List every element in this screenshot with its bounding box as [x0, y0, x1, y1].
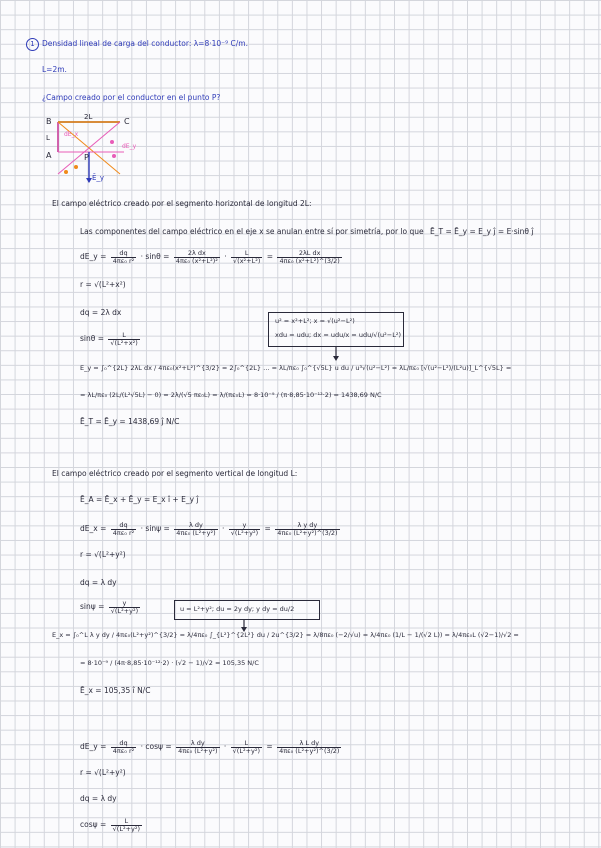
label-a: A — [46, 151, 52, 160]
charge-dot — [110, 140, 114, 144]
charge-dot — [74, 165, 78, 169]
dEx-equation: dE_x = $\frac{dq}{\text{4πε₀ r²}}$ · sinψ = $\frac{\text{λ dy}}{\text{4πε₀ (L²+y²)}}$ · $\frac{y}{\text{√(L²+y²)}}$ = $\frac{\text{λ y dy}}{\text{4πε₀ (L²+y²)\textasciicircum{}(3/2)}}$ — [80, 521, 338, 537]
label-2l: 2L — [84, 113, 93, 121]
dEy-equation: dE_y = $\frac{dq}{\text{4πε₀ r²}}$ · cosψ = $\frac{\text{λ dy}}{\text{4πε₀ (L²+y²)}}$ · $\frac{L}{\text{√(L²+y²)}}$ = $\frac{\text{λ L dy}}{\text{4πε₀ (L²+y²)\textasciicircum{}(3/2)}}$ — [80, 739, 340, 755]
denominator: √(L²+y²) — [110, 606, 139, 615]
fraction — [231, 250, 262, 264]
label-l: L — [46, 134, 50, 142]
numerator: L — [111, 818, 142, 826]
substitution-box — [268, 312, 404, 347]
dq-definition: dq = 2λ dx — [80, 308, 122, 317]
cos-definition — [80, 818, 144, 832]
denominator: 4πε₀ r² — [112, 528, 135, 537]
fraction — [111, 818, 142, 832]
dq-definition: dq = λ dy — [80, 794, 117, 803]
charge-dot — [112, 154, 116, 158]
dq-definition: dq = λ dy — [80, 578, 117, 587]
fraction — [111, 522, 137, 536]
numerator: λ dy — [174, 522, 217, 530]
problem-number: 1 — [26, 38, 39, 51]
denominator: 4πε₀ (L²+y²) — [178, 746, 218, 755]
numerator: L — [231, 740, 262, 748]
fraction — [109, 600, 140, 614]
fraction — [111, 740, 137, 754]
denominator: √(L²+y²) — [232, 746, 260, 755]
denominator: 4πε₀ (L²+y²) — [176, 528, 216, 537]
label-p: P — [84, 153, 89, 162]
fraction — [277, 250, 341, 264]
numerator: L — [108, 332, 139, 340]
label-dey: dE_y — [122, 143, 137, 150]
cos-lhs: cosψ = — [80, 820, 107, 829]
numerator: 2λ dx — [174, 250, 220, 258]
dEy-lhs: dE_y = — [80, 252, 107, 261]
dEy-lhs: dE_y = — [80, 742, 107, 751]
substitution-line: u = L²+y²; du = 2y dy; y dy = du/2 — [180, 605, 295, 613]
dEx-lhs: dE_x = — [80, 524, 107, 533]
sin-factor: · sinψ = — [140, 524, 170, 533]
r-definition: r = √(L²+y²) — [80, 550, 126, 559]
denominator: √(L²+x²) — [110, 338, 138, 347]
numerator: dq — [111, 740, 137, 748]
Ex-result: Ē_x = 105,35 î N/C — [80, 686, 151, 695]
numerator: L — [231, 250, 262, 258]
section2-heading: El campo eléctrico creado por el segmento vertical de longitud L: — [52, 469, 298, 478]
denominator: 4πε₀ r² — [112, 256, 135, 265]
section1-heading: El campo eléctrico creado por el segmento horizontal de longitud 2L: — [52, 199, 312, 208]
conductor-diagram — [44, 112, 154, 192]
cos-factor: · cosψ = — [140, 742, 172, 751]
denominator: √(L²+y²) — [112, 824, 140, 833]
denominator: √(x²+L²) — [233, 256, 261, 265]
label-dex: dE_x — [64, 131, 79, 138]
sin-definition — [80, 332, 142, 346]
label-c: C — [124, 117, 130, 126]
Ey-result: Ē_T = Ē_y = 1438,69 ĵ N/C — [80, 417, 180, 426]
sin-definition — [80, 600, 142, 614]
substitution-line: u² = x²+L²; x = √(u²−L²) — [275, 317, 355, 325]
numerator: y — [109, 600, 140, 608]
substitution-line: xdu = udu; dx = udu/x = udu/√(u²−L²) — [275, 331, 401, 339]
section1-intro — [80, 228, 534, 236]
numerator: λ dy — [176, 740, 219, 748]
problem-title — [26, 38, 248, 51]
Ex-evaluation: = 8·10⁻⁹ / (4π·8,85·10⁻¹²·2) · (√2 − 1)/√2 = 105,35 N/C — [80, 659, 259, 667]
sin-lhs: sinψ = — [80, 602, 105, 611]
intro-result: Ē_T = Ē_y = E_y ĵ = E·sinθ ĵ — [430, 227, 534, 236]
numerator: dq — [111, 250, 137, 258]
numerator: λ y dy — [275, 522, 339, 530]
sin-factor: · sinθ = — [140, 252, 170, 261]
r-definition: r = √(L²+y²) — [80, 768, 126, 777]
numerator: λ L dy — [277, 740, 341, 748]
numerator: y — [229, 522, 260, 530]
intro-text: Las componentes del campo eléctrico en el eje x se anulan entre sí por simetría, por lo que — [80, 227, 424, 236]
denominator: 4πε₀ r² — [112, 746, 135, 755]
fraction — [229, 522, 260, 536]
fraction — [176, 740, 219, 754]
problem-statement: Densidad lineal de carga del conductor: λ=8·10⁻⁹ C/m. — [42, 39, 248, 48]
denominator: 4πε₀ (L²+y²)^(3/2) — [279, 746, 340, 755]
dEy-equation: dE_y = $\frac{dq}{\text{4πε₀ r²}}$ · sinθ = $\frac{\text{2λ dx}}{\text{4πε₀ (x²+L²)²}}$ · $\frac{L}{\text{√(x²+L²)}}$ = $\frac{\text{2λL dx}}{\text{4πε₀ (x²+L²)\textasciicircum{}(3/2)}}$ — [80, 249, 340, 265]
denominator: √(L²+y²) — [230, 528, 259, 537]
Ex-integral: E_x = ∫₀^L λ y dy / 4πε₀(L²+y²)^{3/2} = λ/4πε₀ ∫_{L²}^{2L²} du / 2u^{3/2} = λ/8πε₀ (−2/√u) = λ/4πε₀ (1/L − 1/(√2 L)) = λ/4πε₀L (√2−1)/√2 = — [52, 631, 519, 639]
numerator: 2λL dx — [277, 250, 341, 258]
fraction — [174, 250, 220, 264]
Ey-evaluation: = λL/πε₀ (2L/(L²√5L) − 0) = 2λ/(√5 πε₀L) = λ/(πε₀L) = 8·10⁻⁹ / (π·8,85·10⁻¹²·2) = 1438,69 N/C — [80, 391, 382, 399]
arrow-down-icon — [332, 346, 340, 362]
fraction — [275, 522, 339, 536]
length-value: L=2m. — [42, 65, 67, 74]
fraction — [108, 332, 139, 346]
sin-lhs: sinθ = — [80, 334, 105, 343]
fraction — [277, 740, 341, 754]
denominator: 4πε₀ (x²+L²)^(3/2) — [279, 256, 340, 265]
label-b: B — [46, 117, 52, 126]
r-definition: r = √(L²+x²) — [80, 280, 126, 289]
denominator: 4πε₀ (L²+y²)^(3/2) — [277, 528, 338, 537]
substitution-box — [174, 600, 320, 620]
charge-dot — [64, 170, 68, 174]
Ey-integral: E_y = ∫₀^{2L} 2λL dx / 4πε₀(x²+L²)^{3/2} = 2∫₀^{2L} … = λL/πε₀ ∫₀^{√5L} u du / u³√(u²−L²) = λL/πε₀ [√(u²−L²)/(L²u)]_L^{√5L} = — [80, 364, 512, 372]
fraction — [111, 250, 137, 264]
label-ey: Ē_y — [92, 174, 105, 182]
vector-sum: Ē_A = Ē_x + Ē_y = E_x î + E_y ĵ — [80, 495, 199, 504]
numerator: dq — [111, 522, 137, 530]
question: ¿Campo creado por el conductor en el punto P? — [42, 93, 221, 102]
fraction — [231, 740, 262, 754]
fraction — [174, 522, 217, 536]
denominator: 4πε₀ (x²+L²)² — [175, 256, 218, 265]
